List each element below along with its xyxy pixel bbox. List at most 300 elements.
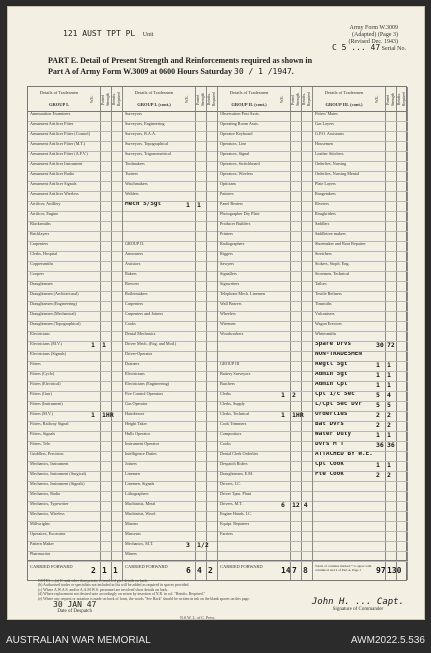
trade-label: Telephone Mech. Linemen [220,292,265,296]
trade-label: Vulcanisers [315,312,335,316]
trade-label: Artificer, Artillery [30,202,61,206]
trade-label: Hulls Operator [125,432,151,436]
trade-row [28,502,122,512]
header-we: W.E. [375,95,379,104]
archive-caption [0,625,431,653]
trade-label: Orderlies, Nursing Mental [315,172,360,176]
handwritten-we: 1 [376,462,380,469]
header-present: Posted Strength [291,93,300,106]
trade-row [28,452,122,462]
trade-label: Riveters [315,202,329,206]
trade-label: Operator Keyboard [220,132,253,136]
trade-row [123,172,217,182]
trade-row [313,542,408,552]
header-we: W.E. [185,95,189,104]
trade-label: Surveyors, Topographical [125,142,169,146]
handwritten-present: 2 [387,412,391,419]
trade-row [123,242,217,252]
trade-label: Signallers [220,272,237,276]
trade-row [123,312,217,322]
trade-row [313,252,408,262]
trade-label: Spare Drvs [315,342,352,347]
trade-row [313,112,408,122]
trade-label: Water Duty [315,432,352,437]
handwritten-we: 1 [376,432,380,439]
trade-label: Bricklayers [30,232,50,236]
trade-row [28,422,122,432]
trade-label: Lithographers [125,492,149,496]
trade-label: Griddlers, Precision [30,452,64,456]
trade-row [218,472,312,482]
trade-label: Producer Builders [220,222,251,226]
trade-row [123,402,217,412]
trade-label: Drivers, M.T. [220,502,243,506]
trade-label: Operators, Wireless [220,172,254,176]
trade-label: Brewers [125,282,139,286]
trade-row [313,322,408,332]
trade-row [313,392,408,402]
trade-row [218,432,312,442]
trade-row [28,242,122,252]
trade-label: Fitters' Mates [315,112,338,116]
trade-label: Cooks [220,442,231,446]
trade-row [313,472,408,482]
handwritten-we: 2 [376,422,380,429]
trade-row [313,142,408,152]
trade-row [313,442,408,452]
title-line-2-text: Part A of Army Form W.3009 at 0600 Hours Saturday [48,67,232,76]
form-title [48,55,403,77]
trade-row [313,282,408,292]
trade-row [123,422,217,432]
handwritten-present: 1 [387,462,391,469]
trade-row [218,142,312,152]
trade-row [218,132,312,142]
trade-label: Mechanics, Radio [30,492,61,496]
trade-label: Wagon Erectors [315,322,342,326]
trade-row [313,412,408,422]
trade-label: Regtl Sgt [315,362,348,367]
trade-label: Electricians (M.V.) [30,342,62,346]
trade-label: Armament Artificer Radio [30,172,75,176]
trade-row [218,302,312,312]
trade-row [218,382,312,392]
trade-row [28,352,122,362]
trade-label: Saddlers [315,222,330,226]
trade-row [28,132,122,142]
trade-row [313,312,408,322]
trade-label: Surveyors, Trigonometrical [125,152,172,156]
trade-row [28,342,122,352]
trade-row [28,152,122,162]
handwritten-present: 12 4 [292,502,308,509]
handwritten-present: 1HR [102,412,114,419]
despatch-date [53,600,96,614]
group-column [28,87,123,580]
trade-row [313,362,408,372]
serial-label: Serial No. [381,46,406,52]
trade-label: Surveyors, R.A.A. [125,132,157,136]
carried-forward-reinf: 2 [208,566,213,575]
handwritten-we: 5 [376,402,380,409]
trade-row [28,272,122,282]
trade-label: Fitters (Gun) [30,392,52,396]
trade-row [218,342,312,352]
trade-row [218,202,312,212]
handwritten-we: 6 [281,502,285,509]
trade-label: Carpenters [125,302,144,306]
trade-row [313,152,408,162]
trade-label: ATTACHED BY W.E. [315,452,373,457]
trade-row [313,122,408,132]
trade-row [218,392,312,402]
note-c: (c) Where A.W.A.S. and/or A.A.M.W.S. personnel are involved show details on back. [38,587,169,592]
trade-label: Gas Operator [125,402,148,406]
trade-row [28,232,122,242]
trade-label: Fitters (Cycle) [30,372,55,376]
unit-line [63,29,153,38]
trade-row [313,332,408,342]
handwritten-present: 2 [387,422,391,429]
trade-label: Painters [220,192,234,196]
trade-label: Mechanics, Typewriter [30,502,69,506]
trade-label: Admin Sgt [315,372,348,377]
signature-label: Signature of Commander [332,607,384,612]
trade-row [313,132,408,142]
trade-label: Saddletree makers [315,232,346,236]
carried-forward-present: 7 [292,566,297,575]
carried-forward-present: 1 [102,566,107,575]
trade-row [218,192,312,202]
trade-label: Opticians [220,182,237,186]
trade-label: Surveyors, Engineering [125,122,165,126]
trade-label: Fitters, Tele. [30,442,51,446]
trade-row [28,262,122,272]
trade-label: Gas Layers [315,122,334,126]
signature: John H. ... Capt. [311,597,404,607]
unit-label: Unit [142,32,154,38]
trade-row [28,512,122,522]
trade-label: Driver Tpns. Plant [220,492,251,496]
trade-label: Observation Post Assts. [220,112,260,116]
trade-label: Pattern Maker [30,542,54,546]
handwritten-we: 3 [186,542,190,549]
trade-label: GROUP II. [125,242,144,246]
trade-row [313,432,408,442]
trade-label: Hairdresser [125,412,145,416]
trade-label: Wheelers [220,312,236,316]
trade-row [218,512,312,522]
trade-label: Operators, Excavator [30,532,66,536]
signature-block [312,597,404,612]
trade-label: Woodworkers [220,332,244,336]
trade-label: Carpenters [30,242,49,246]
trade-row [28,522,122,532]
trade-row [123,432,217,442]
carried-forward-row [28,560,122,580]
trade-row [28,172,122,182]
trade-label: Carpenters and Joiners [125,312,164,316]
trade-label: Armament Artificer Fitter (M.T.) [30,142,86,146]
group-column [313,87,408,580]
handwritten-present: 1HR [292,412,304,419]
note-d: (d) Where replacement not desired note accordingly on return by insertion of N.R. in col. "Reinfts. Required." [38,592,206,597]
handwritten-we: 2 [376,472,380,479]
trade-row [28,482,122,492]
trade-row [313,342,408,352]
trade-label: Leather Stitchers [315,152,344,156]
trade-label: Fire Control Operators [125,392,164,396]
trade-label: Photographer Dry Plate [220,212,260,216]
trade-label: Farriers [220,532,234,536]
header-present: Posted Strength [386,93,395,106]
carried-forward-we: 14 [281,566,291,575]
title-end: . [291,67,294,76]
trade-label: Fitters [30,362,41,366]
trade-row [28,252,122,262]
trade-row [123,532,217,542]
trade-row [218,372,312,382]
trade-row [123,382,217,392]
trade-row [123,542,217,552]
trade-row [123,302,217,312]
trade-label: Masons [125,522,139,526]
trade-label: Armament Artificer Fitter [30,122,74,126]
handwritten-we: 2 [376,412,380,419]
printer-imprint: N.S.W. L. of C. Press [180,615,215,620]
trade-row [123,392,217,402]
trade-row [218,112,312,122]
trade-label: Armourers [125,252,144,256]
trade-label: Storemen, Technical [315,272,350,276]
trade-row [313,262,408,272]
trade-row [218,462,312,472]
trade-label: Draughtsmen, E.M. [220,472,254,476]
handwritten-present: 2 [387,472,391,479]
header-trade-label: Details of Tradesmen [134,90,174,95]
trade-row [123,162,217,172]
trade-row [28,472,122,482]
group-title: GROUP III. (cont.) [325,102,363,107]
trade-row [313,202,408,212]
trade-row [123,372,217,382]
trade-label: Shoemaker and Boot Repairer [315,242,366,246]
trade-label: Mech S/Sgt [125,202,162,207]
trade-label: Admin Cpl [315,382,348,387]
trade-label: Masseurs [125,532,141,536]
trade-row [28,432,122,442]
trade-row [218,482,312,492]
trade-row [313,182,408,192]
trade-label: Turners [125,172,138,176]
trade-row [123,352,217,362]
trade-row [123,272,217,282]
trade-row [28,212,122,222]
trade-label: Armament Artificer Fitter (A.F.V.) [30,152,88,156]
trade-label: Fitters (M.V.) [30,412,53,416]
trade-label: Artificer, Engine [30,212,59,216]
trade-row [28,112,122,122]
header-we: W.E. [280,95,284,104]
trade-label: Mechanics, Instrument [30,462,69,466]
handwritten-we: 36 [376,442,384,449]
trade-label: Engine Hands, I.C. [220,512,252,516]
header-trade-label: Details of Tradesmen [324,90,364,95]
trade-row [313,532,408,542]
handwritten-we: 1 [281,412,285,419]
trade-row [28,162,122,172]
trade-row [313,232,408,242]
trade-row [28,532,122,542]
trade-label: Linemen [125,472,140,476]
trade-row [28,412,122,422]
trade-label: Drainers [125,362,140,366]
trade-label: G.P.O. Assistants [315,132,344,136]
trade-row [28,382,122,392]
trade-label: Fitters, Railway Signal [30,422,69,426]
trade-row [28,202,122,212]
trade-label: Electricians (Signals) [30,352,66,356]
handwritten-we: 1 [281,392,285,399]
trade-label: Draughtsmen (Topographical) [30,322,81,326]
trade-label: Mechanics, Instrument (Surgical) [30,472,87,476]
trade-row [28,222,122,232]
trade-row [218,322,312,332]
trade-row [218,292,312,302]
trade-label: Dvrs M T [315,442,344,447]
carried-forward-label: Totals of columns marked * to agree with columns 6 and 4 of Part A, Page 1 [315,564,372,572]
trade-label: Assistors [125,262,141,266]
caption-right: AWM2022.5.536 [350,635,425,646]
trade-label: Miners [125,552,137,556]
form-line-3: (Revised Dec. 1943) [348,39,398,45]
trade-row [28,362,122,372]
trade-label: Drivers, I.C. [220,482,241,486]
unit-handwritten: 121 AUST TPT PL [63,29,136,38]
trade-label: Intelligence Duties [125,452,157,456]
caption-left: AUSTRALIAN WAR MEMORIAL [6,635,151,646]
handwritten-present: 2 [292,392,296,399]
trade-row [123,232,217,242]
trade-row [123,282,217,292]
carried-forward-we: 6 [186,566,191,575]
trade-row [123,342,217,352]
header-reinf: Reinfts. Required [112,92,121,107]
trade-label: Mechanics, Wireless [30,512,65,516]
trade-row [123,412,217,422]
trade-row [313,422,408,432]
carried-forward-label: CARRIED FORWARD [30,564,73,569]
trade-label: Electricians [30,332,50,336]
group-title: GROUP I. (cont.) [137,102,171,107]
trade-row [28,302,122,312]
trade-label: L/Cpl Sec Dvr [315,402,362,407]
trade-label: Instrument Operator [125,442,160,446]
handwritten-we: 1 [376,372,380,379]
carried-forward-row [313,560,408,580]
trade-label: Boilermakers [125,292,148,296]
form-line-1: Army Form W.3009 [349,25,398,31]
handwritten-we: 30 [376,342,384,349]
trade-row [313,272,408,282]
trade-row [218,442,312,452]
trade-label: Armament Artificer Fitter (Control) [30,132,90,136]
trade-row [313,372,408,382]
trade-row [123,152,217,162]
trade-label: Height Taker [125,422,147,426]
trade-row [218,262,312,272]
trade-label: Mechanics, M.T. [125,542,154,546]
trade-row [218,212,312,222]
despatch-date-value: 30 JAN 47 [53,600,97,609]
header-present: Posted Strength [101,93,110,106]
trade-row [123,462,217,472]
trade-row [123,452,217,462]
trade-row [218,222,312,232]
trade-row [313,402,408,412]
carried-forward-row [218,560,312,580]
header-reinf: Reinfts. Required [302,92,311,107]
trade-row [123,142,217,152]
handwritten-present: 5 [387,402,391,409]
trade-row [313,502,408,512]
trade-label: Equipt. Repairers [220,522,250,526]
handwritten-we: 5 [376,392,380,399]
trade-label: Electricians [125,372,145,376]
carried-forward-label: CARRIED FORWARD [125,564,168,569]
trade-row [28,332,122,342]
trade-label: Tailors [315,282,327,286]
handwritten-present: 1 [387,362,391,369]
trade-label: Rangetakers [315,192,336,196]
trade-label: Millwrights [30,522,50,526]
trade-label: Cpl Cook [315,462,344,467]
trade-label: Operators, Switchboard [220,162,260,166]
trade-row [313,212,408,222]
carried-forward-row [123,560,217,580]
trade-row [123,522,217,532]
trade-row [28,402,122,412]
trade-label: Stretchers [315,252,332,256]
trade-row [123,202,217,212]
trade-row [123,472,217,482]
trade-row [123,362,217,372]
trade-row [218,272,312,282]
trade-label: Wall Bearers [220,302,242,306]
carried-forward-present: 130 [387,566,402,575]
trade-label: Machinists, Metal [125,502,156,506]
handwritten-present: 1 [387,372,391,379]
trade-row [218,252,312,262]
trade-label: Welders [125,192,139,196]
trade-label: Battery Surveyors [220,372,251,376]
group-title: GROUP II. (cont.) [231,102,267,107]
trade-row [218,172,312,182]
trade-row [313,222,408,232]
trade-row [218,422,312,432]
handwritten-present: 36 [387,442,395,449]
trade-row [123,442,217,452]
trade-row [28,192,122,202]
trade-row [28,372,122,382]
trade-label: Sawyers [220,262,235,266]
trade-label: Orderlies, Nursing [315,162,347,166]
handwritten-present: 72 [387,342,395,349]
note-b: (b) Authorised trades or specialists not included in list will be added as required in spaces provided. [38,583,190,588]
trade-label: Textile Refiners [315,292,342,296]
trade-row [313,382,408,392]
trade-row [123,512,217,522]
